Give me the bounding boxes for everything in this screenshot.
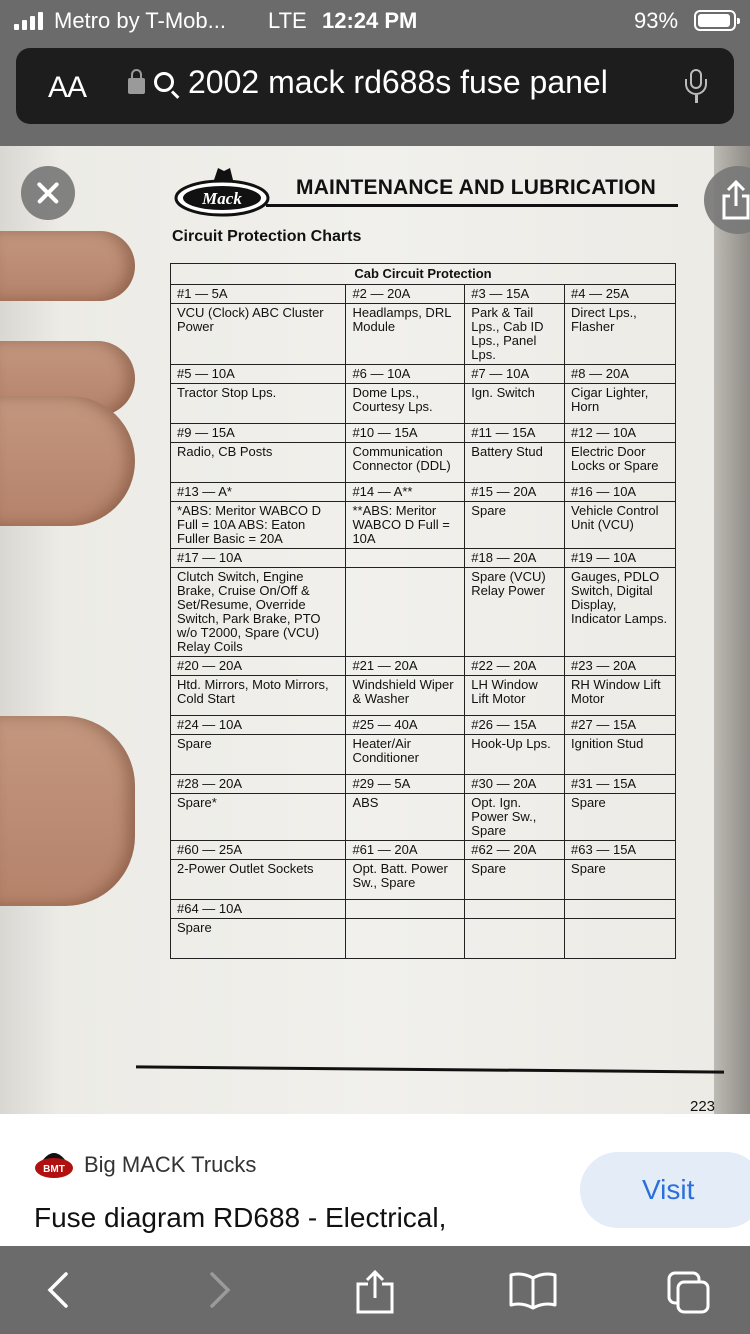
share-icon: [358, 1272, 392, 1312]
result-title[interactable]: Fuse diagram RD688 - Electrical,: [34, 1202, 447, 1233]
fuse-circuit-cell: Communication Connector (DDL): [346, 443, 465, 483]
fuse-rating-row: [171, 775, 676, 794]
fuse-circuit-row: [171, 304, 676, 365]
source-logo: [34, 1144, 74, 1180]
fuse-circuit-cell: Dome Lps., Courtesy Lps.: [346, 384, 465, 424]
fuse-rating-cell: #12 — 10A: [565, 424, 676, 443]
address-bar[interactable]: [16, 48, 734, 124]
fuse-rating-cell: #9 — 15A: [171, 424, 346, 443]
signal-strength-icon: [14, 12, 43, 30]
share-icon: [704, 166, 750, 234]
fuse-rating-cell: #26 — 15A: [465, 716, 565, 735]
fuse-rating-cell: #10 — 15A: [346, 424, 465, 443]
fuse-circuit-cell: Spare: [171, 735, 346, 775]
fuse-rating-cell: #63 — 15A: [565, 841, 676, 860]
fuse-rating-cell: #62 — 20A: [465, 841, 565, 860]
browser-toolbar: [0, 1246, 750, 1334]
table-caption: Cab Circuit Protection: [171, 264, 676, 285]
fuse-rating-cell: #25 — 40A: [346, 716, 465, 735]
thumb: [0, 716, 135, 906]
fuse-rating-cell: [346, 900, 465, 919]
fuse-circuit-cell: Spare: [565, 794, 676, 841]
status-time: 12:24 PM: [322, 8, 418, 33]
fuse-circuit-cell: Spare: [465, 860, 565, 900]
fuse-rating-cell: #29 — 5A: [346, 775, 465, 794]
fuse-circuit-cell: [565, 919, 676, 959]
fuse-rating-cell: #6 — 10A: [346, 365, 465, 384]
share-button[interactable]: [352, 1270, 398, 1316]
source-name[interactable]: Big MACK Trucks: [84, 1152, 257, 1177]
mack-logo-text: Mack: [202, 189, 242, 208]
fuse-rating-cell: [465, 900, 565, 919]
bookmarks-button[interactable]: [508, 1270, 558, 1310]
share-image-button[interactable]: [704, 166, 750, 234]
fuse-rating-cell: #7 — 10A: [465, 365, 565, 384]
book-icon: [511, 1274, 555, 1308]
thumb: [0, 231, 135, 301]
fuse-circuit-cell: Opt. Ign. Power Sw., Spare: [465, 794, 565, 841]
battery-percentage: 93%: [634, 8, 679, 33]
fuse-circuit-row: [171, 860, 676, 900]
header-rule: [266, 204, 678, 207]
fuse-circuit-cell: Spare: [565, 860, 676, 900]
fuse-rating-cell: #15 — 20A: [465, 483, 565, 502]
fuse-rating-cell: #22 — 20A: [465, 657, 565, 676]
fuse-rating-cell: #21 — 20A: [346, 657, 465, 676]
fuse-rating-cell: #61 — 20A: [346, 841, 465, 860]
fuse-circuit-cell: 2-Power Outlet Sockets: [171, 860, 346, 900]
fuse-circuit-cell: Battery Stud: [465, 443, 565, 483]
text-size-button[interactable]: [48, 71, 86, 105]
fuse-circuit-cell: [346, 568, 465, 657]
fuse-circuit-cell: Heater/Air Conditioner: [346, 735, 465, 775]
text-size-label: AA: [48, 71, 87, 104]
carrier-name: Metro by T-Mob...: [54, 8, 226, 33]
fuse-rating-row: [171, 900, 676, 919]
fuse-rating-row: [171, 549, 676, 568]
close-viewer-button[interactable]: [21, 166, 75, 220]
fuse-circuit-cell: Opt. Batt. Power Sw., Spare: [346, 860, 465, 900]
forward-button[interactable]: [202, 1270, 238, 1310]
fuse-rating-row: [171, 657, 676, 676]
fuse-circuit-cell: Cigar Lighter, Horn: [565, 384, 676, 424]
tabs-icon: [669, 1273, 708, 1312]
fuse-rating-cell: #31 — 15A: [565, 775, 676, 794]
fuse-rating-cell: #2 — 20A: [346, 285, 465, 304]
fuse-circuit-cell: Spare (VCU) Relay Power: [465, 568, 565, 657]
fuse-circuit-row: [171, 676, 676, 716]
battery-icon: [694, 10, 736, 31]
fuse-rating-cell: #5 — 10A: [171, 365, 346, 384]
chevron-right-icon: [212, 1274, 228, 1306]
tabs-button[interactable]: [666, 1270, 712, 1316]
fuse-circuit-cell: Park & Tail Lps., Cab ID Lps., Panel Lps.: [465, 304, 565, 365]
fuse-rating-row: [171, 716, 676, 735]
table-caption-row: [171, 264, 676, 285]
network-type: LTE: [268, 8, 307, 33]
fuse-rating-row: [171, 285, 676, 304]
fuse-circuit-row: [171, 502, 676, 549]
fuse-table: [170, 263, 676, 959]
fuse-rating-cell: #16 — 10A: [565, 483, 676, 502]
fuse-rating-cell: [565, 900, 676, 919]
fuse-rating-row: [171, 365, 676, 384]
fuse-circuit-cell: [465, 919, 565, 959]
chart-heading: Circuit Protection Charts: [172, 228, 362, 245]
fuse-rating-cell: #13 — A*: [171, 483, 346, 502]
fuse-circuit-cell: *ABS: Meritor WABCO D Full = 10A ABS: Eaton Fuller Basic = 20A: [171, 502, 346, 549]
microphone-icon[interactable]: [685, 69, 707, 105]
fuse-circuit-cell: Headlamps, DRL Module: [346, 304, 465, 365]
fuse-circuit-row: [171, 735, 676, 775]
search-icon: [154, 72, 174, 92]
fuse-circuit-cell: [346, 919, 465, 959]
fuse-rating-cell: #30 — 20A: [465, 775, 565, 794]
fuse-circuit-cell: Direct Lps., Flasher: [565, 304, 676, 365]
fuse-circuit-cell: Radio, CB Posts: [171, 443, 346, 483]
result-card[interactable]: [0, 1114, 750, 1246]
fuse-circuit-row: [171, 568, 676, 657]
fuse-rating-cell: #18 — 20A: [465, 549, 565, 568]
fuse-rating-cell: #28 — 20A: [171, 775, 346, 794]
fuse-circuit-cell: **ABS: Meritor WABCO D Full = 10A: [346, 502, 465, 549]
fuse-circuit-cell: Vehicle Control Unit (VCU): [565, 502, 676, 549]
page-heading: MAINTENANCE AND LUBRICATION: [296, 176, 657, 199]
image-viewer[interactable]: [0, 146, 750, 1114]
fuse-circuit-cell: Spare: [465, 502, 565, 549]
fuse-rating-cell: #24 — 10A: [171, 716, 346, 735]
source-logo-text: BMT: [43, 1164, 65, 1175]
fuse-rating-cell: [346, 549, 465, 568]
thumb: [0, 396, 135, 526]
status-bar: [0, 0, 750, 42]
fuse-rating-cell: #17 — 10A: [171, 549, 346, 568]
visit-button[interactable]: Visit: [580, 1152, 750, 1228]
mack-logo: [174, 162, 270, 218]
fuse-circuit-cell: Electric Door Locks or Spare: [565, 443, 676, 483]
fuse-circuit-cell: Htd. Mirrors, Moto Mirrors, Cold Start: [171, 676, 346, 716]
fuse-circuit-cell: Hook-Up Lps.: [465, 735, 565, 775]
back-button[interactable]: [40, 1270, 76, 1310]
fuse-circuit-row: [171, 794, 676, 841]
fuse-circuit-row: [171, 384, 676, 424]
fuse-circuit-cell: VCU (Clock) ABC Cluster Power: [171, 304, 346, 365]
browser-top-bar: [0, 42, 750, 146]
fuse-circuit-cell: Tractor Stop Lps.: [171, 384, 346, 424]
fuse-circuit-row: [171, 919, 676, 959]
search-query[interactable]: 2002 mack rd688s fuse panel: [188, 64, 608, 100]
page-number: 223: [690, 1098, 716, 1114]
fuse-circuit-cell: Gauges, PDLO Switch, Digital Display, Indicator Lamps.: [565, 568, 676, 657]
fuse-circuit-cell: ABS: [346, 794, 465, 841]
fuse-circuit-cell: Windshield Wiper & Washer: [346, 676, 465, 716]
fuse-rating-cell: #23 — 20A: [565, 657, 676, 676]
fuse-rating-cell: #8 — 20A: [565, 365, 676, 384]
lock-icon: [128, 78, 145, 94]
fuse-rating-cell: #19 — 10A: [565, 549, 676, 568]
fuse-circuit-cell: LH Window Lift Motor: [465, 676, 565, 716]
book-edge: [714, 146, 750, 1114]
fuse-rating-cell: #64 — 10A: [171, 900, 346, 919]
fuse-rating-cell: #14 — A**: [346, 483, 465, 502]
fuse-rating-row: [171, 424, 676, 443]
fuse-circuit-cell: Spare: [171, 919, 346, 959]
fuse-circuit-cell: Ign. Switch: [465, 384, 565, 424]
fuse-rating-cell: #1 — 5A: [171, 285, 346, 304]
fuse-rating-cell: #20 — 20A: [171, 657, 346, 676]
fuse-rating-cell: #27 — 15A: [565, 716, 676, 735]
fuse-circuit-cell: Ignition Stud: [565, 735, 676, 775]
fuse-circuit-cell: RH Window Lift Motor: [565, 676, 676, 716]
fuse-circuit-cell: Clutch Switch, Engine Brake, Cruise On/Off & Set/Resume, Override Switch, Park Brake, PTO w/o T2000, Spare (VCU) Relay Coils: [171, 568, 346, 657]
fuse-circuit-row: [171, 443, 676, 483]
fuse-rating-cell: #60 — 25A: [171, 841, 346, 860]
fuse-circuit-cell: Spare*: [171, 794, 346, 841]
chevron-left-icon: [50, 1274, 66, 1306]
battery-level: [698, 14, 730, 27]
fuse-rating-cell: #4 — 25A: [565, 285, 676, 304]
fuse-rating-row: [171, 483, 676, 502]
fuse-rating-cell: #11 — 15A: [465, 424, 565, 443]
fuse-rating-row: [171, 841, 676, 860]
fuse-rating-cell: #3 — 15A: [465, 285, 565, 304]
